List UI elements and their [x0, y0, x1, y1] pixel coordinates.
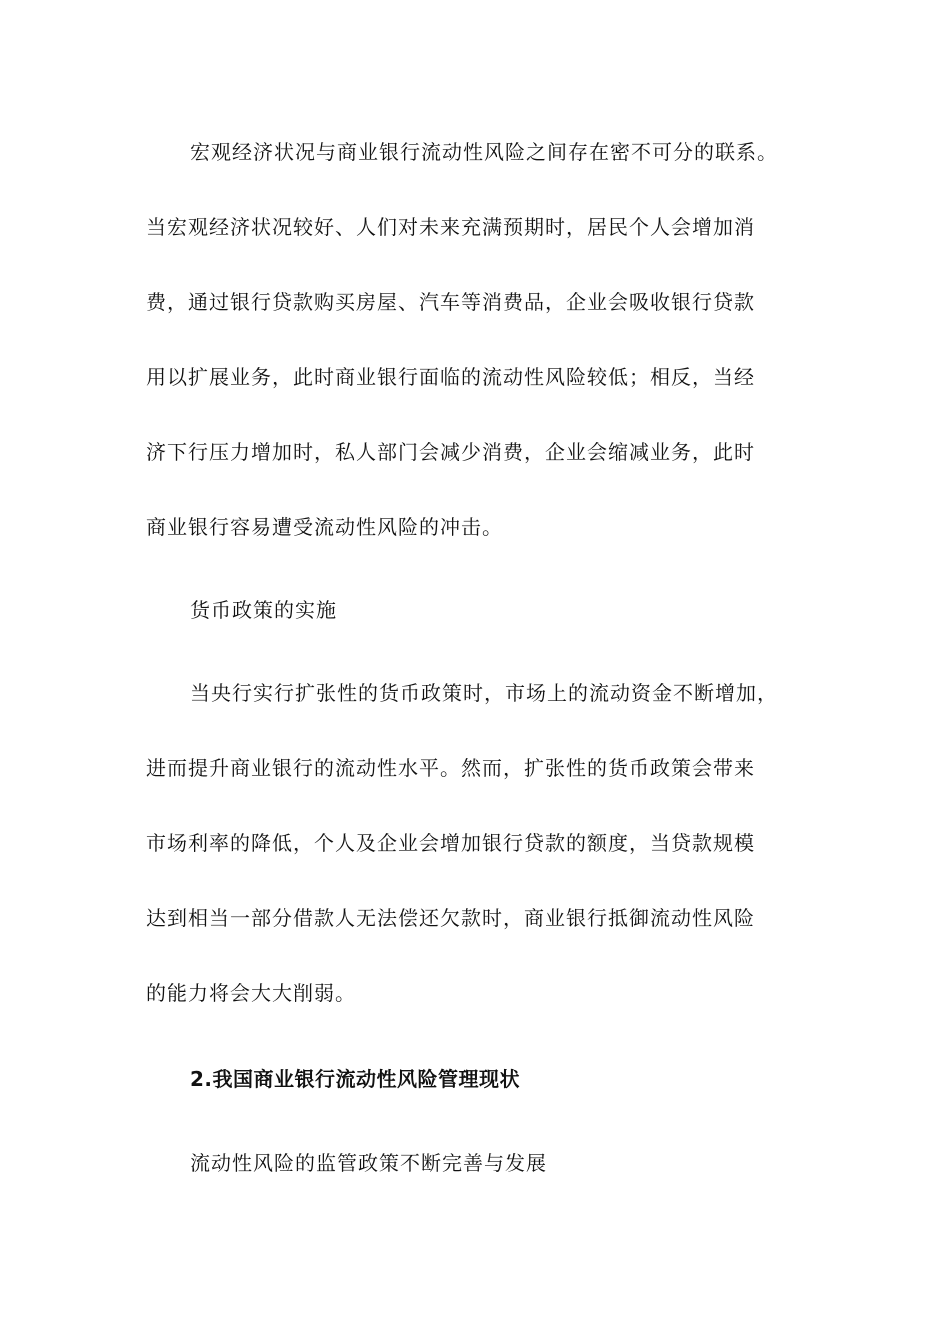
paragraph-line: 宏观经济状况与商业银行流动性风险之间存在密不可分的联系。	[190, 140, 778, 164]
paragraph-line: 济下行压力增加时，私人部门会减少消费，企业会缩减业务，此时	[146, 440, 755, 464]
paragraph-line: 用以扩展业务，此时商业银行面临的流动性风险较低；相反，当经	[146, 365, 755, 389]
paragraph-line: 费，通过银行贷款购买房屋、汽车等消费品，企业会吸收银行贷款	[146, 290, 755, 314]
paragraph-line: 达到相当一部分借款人无法偿还欠款时，商业银行抵御流动性风险	[146, 906, 755, 930]
paragraph-line: 市场利率的降低，个人及企业会增加银行贷款的额度，当贷款规模	[146, 831, 755, 855]
paragraph-line: 当央行实行扩张性的货币政策时，市场上的流动资金不断增加，	[190, 681, 778, 705]
paragraph-line: 进而提升商业银行的流动性水平。然而，扩张性的货币政策会带来	[146, 756, 755, 780]
subheading-regulatory-policy: 流动性风险的监管政策不断完善与发展	[190, 1151, 547, 1175]
paragraph-line: 当宏观经济状况较好、人们对未来充满预期时，居民个人会增加消	[146, 215, 755, 239]
paragraph-line: 商业银行容易遭受流动性风险的冲击。	[146, 515, 503, 539]
paragraph-line: 的能力将会大大削弱。	[146, 981, 356, 1005]
subheading-monetary-policy: 货币政策的实施	[190, 598, 337, 622]
section-heading: 2.我国商业银行流动性风险管理现状	[190, 1067, 521, 1091]
